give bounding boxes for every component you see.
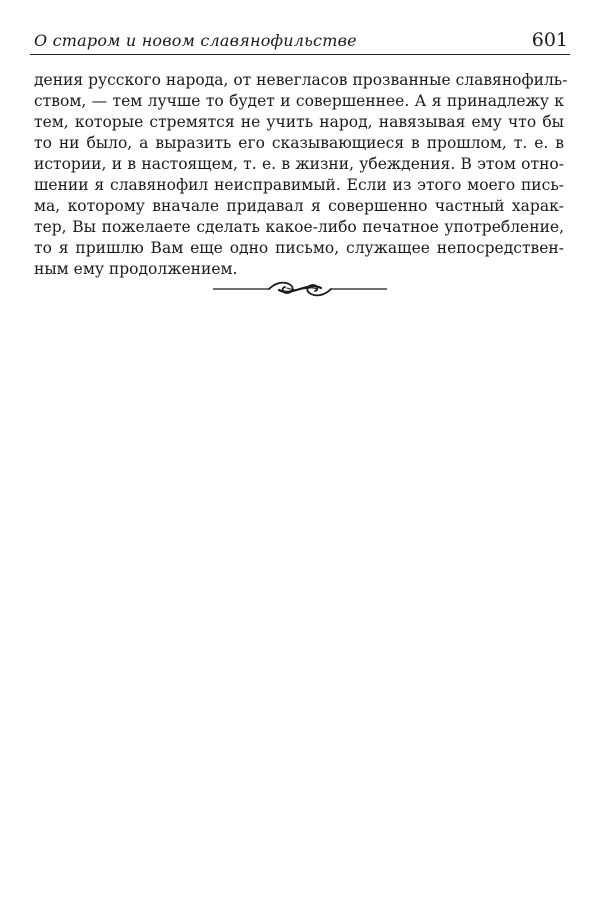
running-head [30, 28, 570, 55]
text-line: ным ему продолжением. [34, 260, 238, 278]
text-line: дения русского народа, от невегласов прозванные славянофиль- [34, 71, 568, 89]
text-line: тер, Вы пожелаете сделать какое-либо печатное употребление, [34, 218, 564, 236]
page-number: 601 [531, 29, 568, 51]
text-line: то ни было, а выразить его сказывающиеся в прошлом, т. е. в [34, 134, 564, 152]
text-line: истории, и в настоящем, т. е. в жизни, убеждения. В этом отно- [34, 155, 564, 173]
scroll-flourish-icon [213, 277, 387, 301]
text-line: ма, которому вначале придавал я совершенно частный харак- [34, 197, 564, 215]
text-line: шении я славянофил неисправимый. Если из этого моего пись- [34, 176, 564, 194]
text-line: то я пришлю Вам еще одно письмо, служащее непосредствен- [34, 239, 564, 257]
body-text [34, 70, 568, 280]
running-title: О старом и новом славянофильстве [34, 31, 357, 50]
text-line: тем, которые стремятся не учить народ, навязывая ему что бы [34, 113, 564, 131]
text-line: ством, — тем лучше то будет и совершеннее. А я принадлежу к [34, 92, 564, 110]
